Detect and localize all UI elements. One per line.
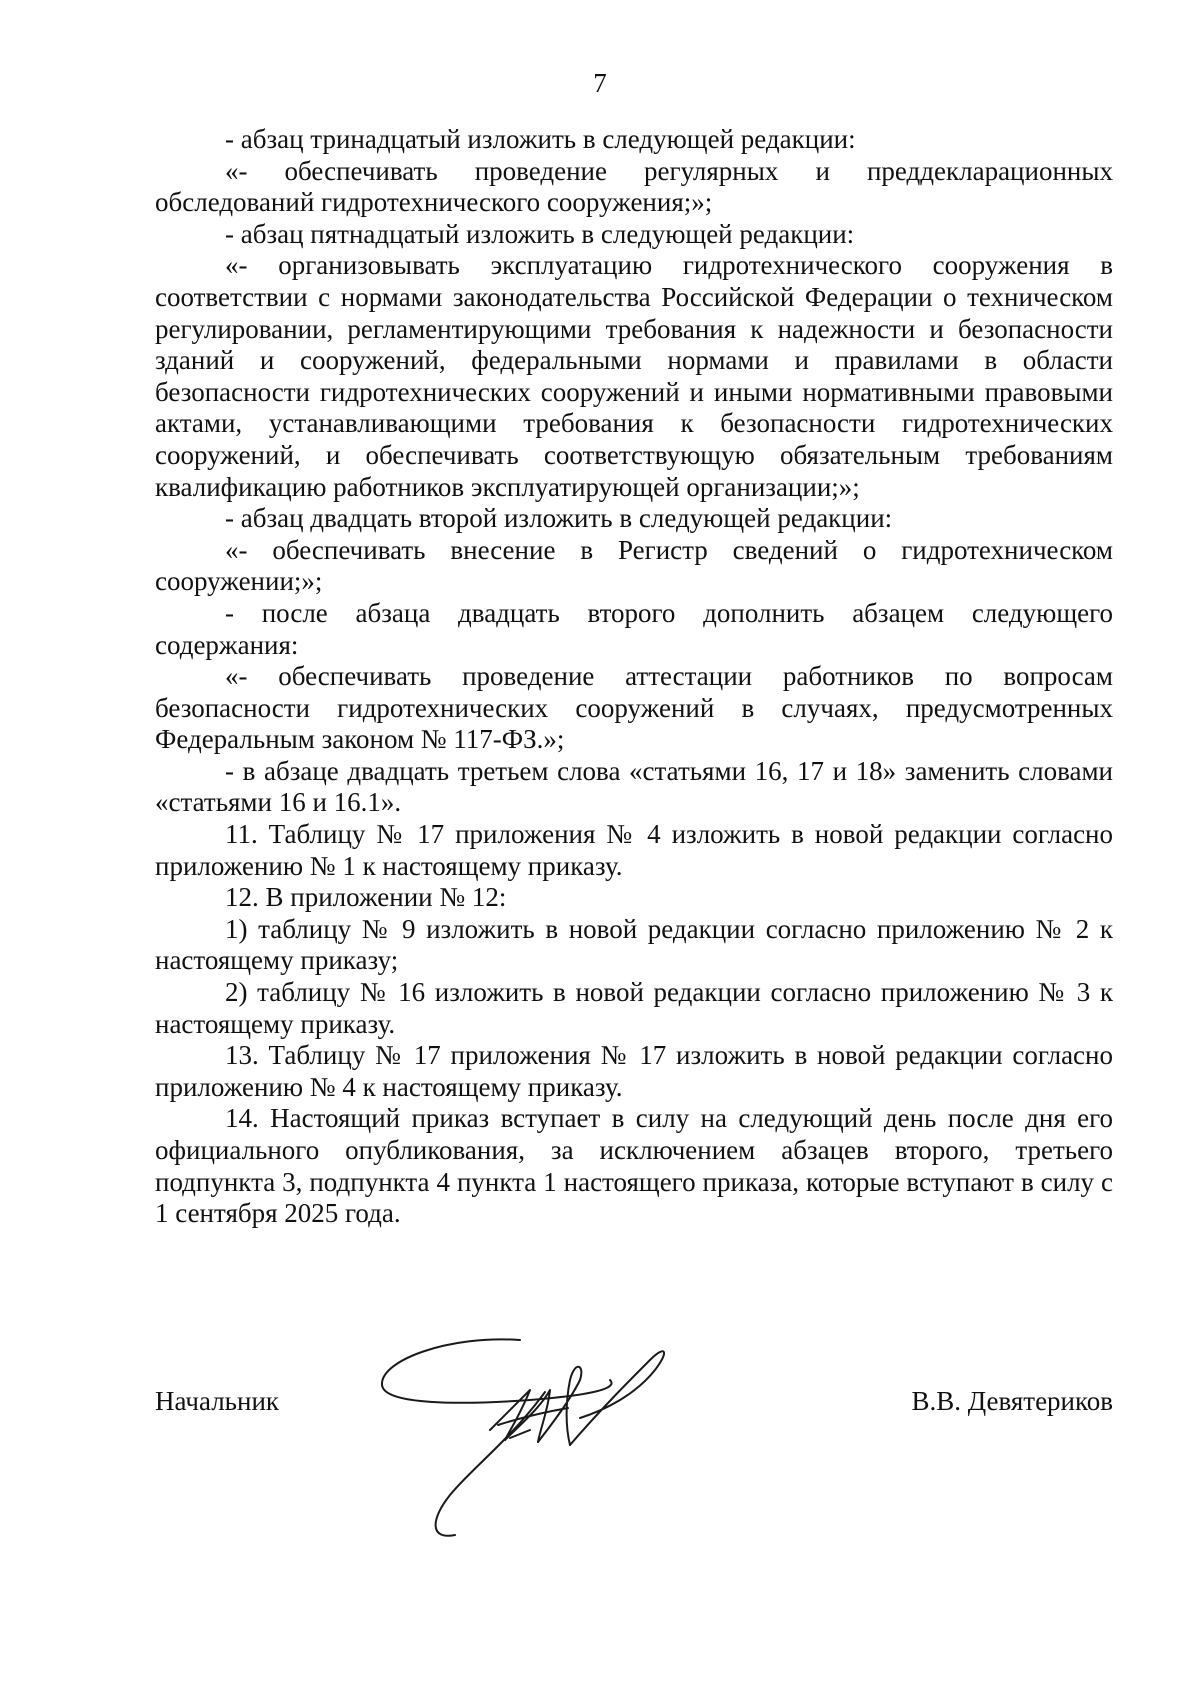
paragraph: 12. В приложении № 12: bbox=[225, 882, 507, 913]
document-body bbox=[155, 124, 1113, 1230]
paragraph: 2) таблицу № 16 изложить в новой редакции согласно приложению № 3 к настоящему приказу. bbox=[155, 977, 1113, 1039]
signer-name: В.В. Девятериков bbox=[911, 1386, 1113, 1416]
paragraph: «- обеспечивать внесение в Регистр сведений о гидротехническом сооружении;»; bbox=[155, 534, 1113, 597]
page-number: 7 bbox=[593, 68, 607, 98]
paragraph: «- обеспечивать проведение регулярных и преддекларационных обследований гидротехнического сооружения;»; bbox=[155, 155, 1113, 218]
paragraph: 14. Настоящий приказ вступает в силу на следующий день после дня его официального опубликования, за исключением абзацев второго, третьего подпункта 3, подпункта 4 пункта 1 настоящего приказа, которые вступают в силу с 1 сентября 2025 года. bbox=[155, 1103, 1113, 1229]
handwritten-signature-icon bbox=[370, 1330, 700, 1550]
paragraph: - после абзаца двадцать второго дополнить абзацем следующего содержания: bbox=[155, 597, 1113, 660]
paragraph: - абзац пятнадцатый изложить в следующей редакции: bbox=[225, 218, 855, 249]
paragraph: «- обеспечивать проведение аттестации работников по вопросам безопасности гидротехнических сооружений в случаях, предусмотренных Федеральным законом № 117-ФЗ.»; bbox=[155, 661, 1113, 755]
paragraph: - абзац двадцать второй изложить в следующей редакции: bbox=[225, 503, 893, 534]
paragraph: 1) таблицу № 9 изложить в новой редакции согласно приложению № 2 к настоящему приказу; bbox=[155, 913, 1113, 976]
signer-position: Начальник bbox=[155, 1386, 280, 1416]
paragraph: «- организовывать эксплуатацию гидротехнического сооружения в соответствии с нормами законодательства Российской Федерации о техническом регулировании, регламентирующими требования к надежности и безопасности зданий и сооружений, федеральными нормами и правилами в области безопасности гидротехнических сооружений и иными нормативными правовыми актами, устанавливающими требования к безопасности гидротехнических сооружений, и обеспечивать соответствующую обязательным требованиям квалификацию работников эксплуатирующей организации;»; bbox=[155, 250, 1113, 502]
paragraph: 13. Таблицу № 17 приложения № 17 изложить в новой редакции согласно приложению № 4 к настоящему приказу. bbox=[155, 1040, 1113, 1102]
paragraph: - в абзаце двадцать третьем слова «статьями 16, 17 и 18» заменить словами «статьями 16 и 16.1». bbox=[155, 755, 1113, 818]
paragraph: - абзац тринадцатый изложить в следующей редакции: bbox=[225, 124, 856, 154]
paragraph: 11. Таблицу № 17 приложения № 4 изложить в новой редакции согласно приложению № 1 к настоящему приказу. bbox=[155, 819, 1113, 881]
